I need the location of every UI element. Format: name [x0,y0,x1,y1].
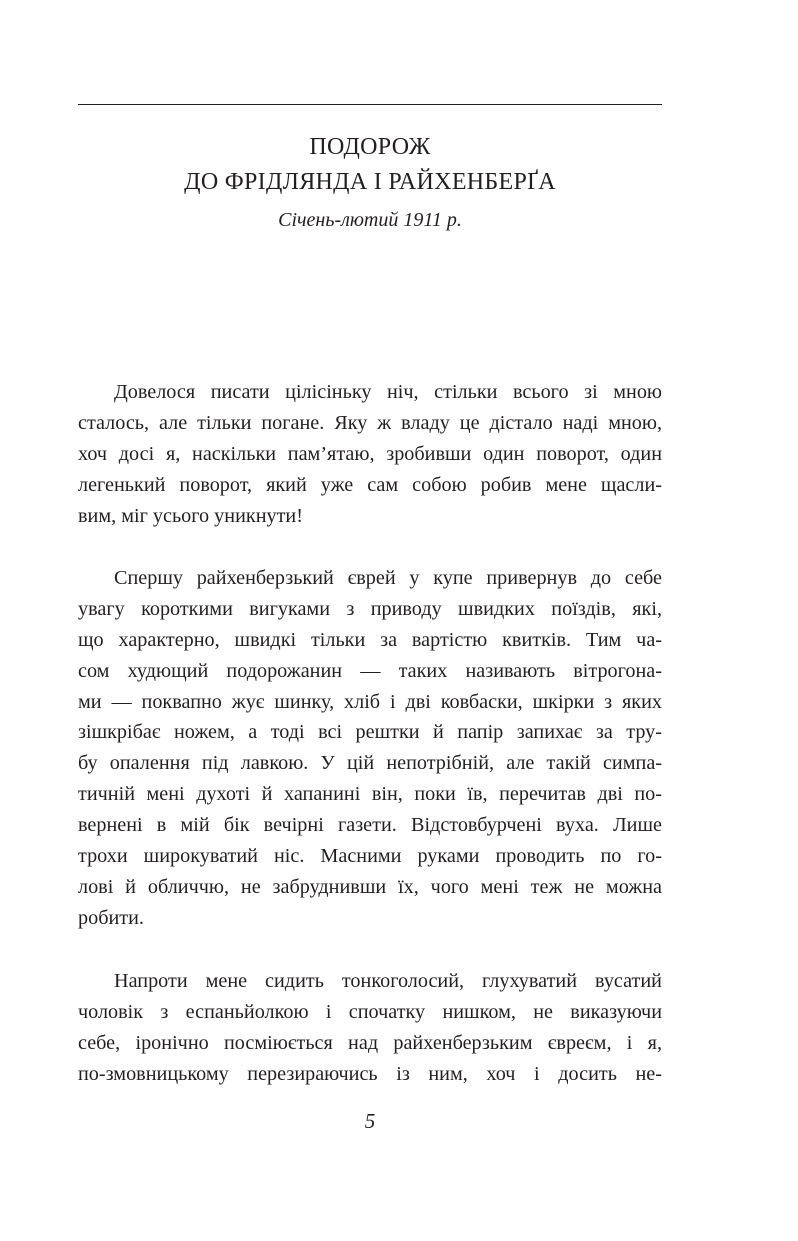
text-line: вернені в мій бік вечірні газети. Відстовбурчені вуха. Лише [78,814,662,837]
paragraph-1 [78,377,662,531]
text-line: Напроти мене сидить тонкоголосий, глухуватий вусатий [114,970,662,992]
paragraph-2 [78,563,662,934]
text-line: трохи широкуватий ніс. Масними руками проводить по го- [78,845,662,868]
text-line: робити. [78,906,144,929]
text-line: Спершу райхенберзький єврей у купе привернув до себе [114,567,662,589]
text-line: себе, іронічно посміюється над райхенберзьким євреєм, і я, [78,1031,662,1054]
text-line: лові й обличчю, не забруднивши їх, чого мені теж не можна [78,875,662,898]
text-line: бу опалення під лавкою. У цій непотрібній, але такій симпа- [78,752,662,775]
text-line: чоловік з еспаньйолкою і спочатку нишком, не виказуючи [78,1000,662,1023]
text-line: що характерно, швидкі тільки за вартістю квитків. Тим ча- [78,628,662,651]
text-line: по-змовницькому перезираючись із ним, хоч і досить не- [78,1062,662,1085]
text-line: сом худющий подорожанин — таких називають вітрогона- [78,659,662,682]
page-number: 5 [364,1109,376,1133]
header-rule [78,104,662,105]
text-line: вим, міг усього уникнути! [78,504,303,527]
text-line: зішкрібає ножем, а тоді всі рештки й папір запихає за тру- [78,721,662,744]
chapter-title-line-2: ДО ФРІДЛЯНДА І РАЙХЕНБЕРҐА [184,169,556,195]
text-line: Довелося писати цілісіньку ніч, стільки всього зі мною [114,381,662,403]
chapter-title-line-1: ПОДОРОЖ [309,134,431,160]
text-line: сталось, але тільки погане. Яку ж владу це дістало наді мною, [78,411,662,434]
text-line: легенький поворот, який уже сам собою робив мене щасли- [78,473,662,496]
text-line: хоч досі я, наскільки пам’ятаю, зробивши один поворот, один [78,442,662,465]
text-line: тичній мені духоті й хапанині він, поки їв, перечитав дві по- [78,783,662,806]
text-line: ми — поквапно жує шинку, хліб і дві ковбаски, шкірки з яких [78,690,662,713]
paragraph-3 [78,966,662,1090]
chapter-subtitle-date: Січень-лютий 1911 р. [278,209,462,231]
text-line: увагу короткими вигуками з приводу швидких поїздів, які, [78,597,662,620]
